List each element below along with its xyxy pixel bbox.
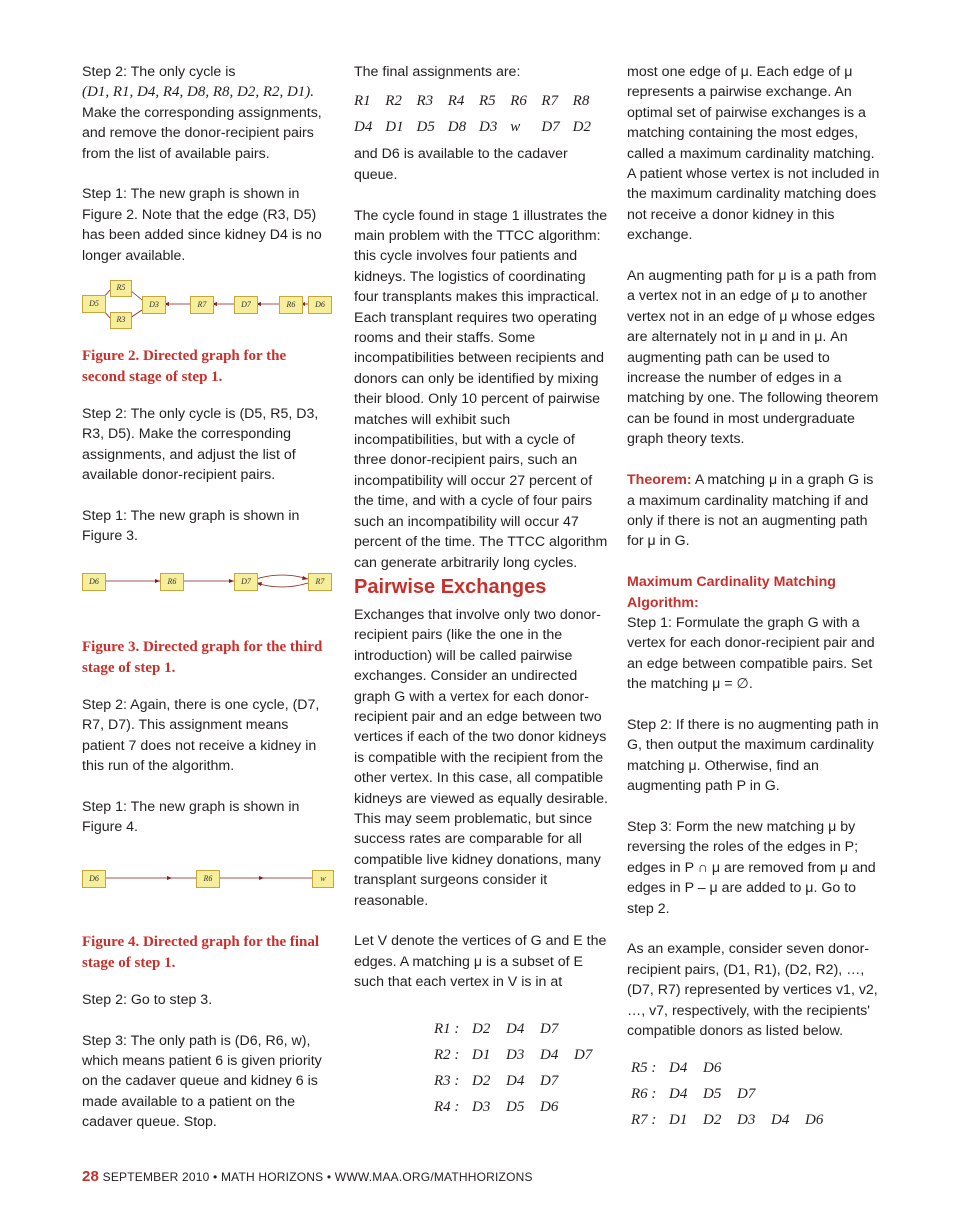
column-2 [354, 62, 610, 1121]
node-r6: R6 [160, 573, 184, 591]
compat-donor: D7 [540, 1073, 559, 1090]
step2-cycle-paragraph: Step 2: The only cycle is (D1, R1, D4, R4, D8, R8, D2, R2, D1). Make the corresponding assignments, and remove the donor-recipient pairs from the list of available pairs. [82, 64, 322, 162]
assignment-donor: D1 [385, 119, 404, 136]
compat-recipient: R4 : [434, 1099, 460, 1116]
algorithm-heading: Maximum Cardinality Matching Algorithm: [627, 574, 836, 611]
pairwise-exchanges-heading: Pairwise Exchanges [354, 575, 547, 598]
assignments-table [354, 88, 604, 140]
compat-donor: D1 [669, 1112, 688, 1129]
figure-4-caption: Figure 4. Directed graph for the final stage of step 1. [82, 933, 320, 971]
algorithm-step3: Step 3: Form the new matching μ by reversing the roles of the edges in P; edges in P ∩ μ are removed from μ and edges in P – μ are added to μ. Go to step 2. [627, 818, 876, 917]
compat-donor: D7 [574, 1047, 593, 1064]
assignment-donor: D4 [354, 119, 373, 136]
node-d7: D7 [234, 296, 258, 314]
compat-donor: D2 [703, 1112, 722, 1129]
assignment-recipient: R5 [479, 93, 496, 110]
figure-2 [82, 278, 332, 346]
figure-3 [82, 567, 332, 637]
assignment-recipient: R1 [354, 93, 371, 110]
compat-donor: D5 [506, 1099, 525, 1116]
figure-3-caption: Figure 3. Directed graph for the third stage of step 1. [82, 638, 323, 676]
compat-donor: D4 [669, 1060, 688, 1077]
column-1 [82, 62, 332, 1133]
compat-recipient: R1 : [434, 1021, 460, 1038]
step1-figure2-paragraph: Step 1: The new graph is shown in Figure 2. Note that the edge (R3, D5) has been added since kidney D4 is no longer available. [82, 186, 322, 264]
step2-third-paragraph: Step 2: Again, there is one cycle, (D7, R7, D7). This assignment means patient 7 does not receive a kidney in this run of the algorithm. [82, 696, 320, 775]
augmenting-path-paragraph: An augmenting path for μ is a path from a vertex not in an edge of μ to another vertex not in an edge of μ whose edges are alternately not in μ and in μ. An augmenting path can be used to increase the number of edges in a matching by one. The following theorem can be found in most undergraduate graph theory texts. [627, 268, 879, 448]
compat-recipient: R2 : [434, 1047, 460, 1064]
compat-recipient: R7 : [631, 1112, 657, 1129]
assignment-recipient: R3 [416, 93, 434, 110]
compat-donor: D4 [540, 1047, 559, 1064]
algorithm-step2: Step 2: If there is no augmenting path in G, then output the maximum cardinality matching μ. Otherwise, find an augmenting path P in G. [627, 716, 879, 795]
compat-donor: D6 [540, 1099, 559, 1116]
step1-figure4-paragraph: Step 1: The new graph is shown in Figure 4. [82, 798, 300, 836]
compat-donor: D4 [506, 1073, 525, 1090]
node-d6: D6 [308, 296, 332, 314]
node-r6: R6 [196, 870, 220, 888]
page-number: 28 [82, 1168, 100, 1185]
compat-donor: D2 [472, 1021, 491, 1038]
node-r6: R6 [279, 296, 303, 314]
compat-donor: D7 [737, 1086, 756, 1103]
cycle-tuple: (D1, R1, D4, R4, D8, R8, D2, R2, D1). [82, 84, 315, 101]
figure-2-caption: Figure 2. Directed graph for the second stage of step 1. [82, 348, 287, 386]
assignment-recipient: R8 [572, 93, 590, 110]
assignment-donor: D7 [541, 119, 560, 136]
node-w: w [312, 870, 334, 888]
assignment-recipient: R7 [541, 93, 559, 110]
assignment-donor: D2 [572, 119, 591, 136]
matching-continued-paragraph: most one edge of μ. Each edge of μ represents a pairwise exchange. An optimal set of pairwise exchanges is a matching containing the most edges, called a maximum cardinality matching. A patient whose vertex is not included in the maximum cardinality matching does not receive a donor kidney in this exchange. [627, 64, 880, 244]
node-d6: D6 [82, 870, 106, 888]
assignment-donor: D3 [479, 119, 498, 136]
compat-donor: D3 [472, 1099, 491, 1116]
matching-definition-paragraph: Let V denote the vertices of G and E the edges. A matching μ is a subset of E such that each vertex in V is in at [354, 933, 607, 991]
example-paragraph: As an example, consider seven donor-recipient pairs, (D1, R1), (D2, R2), …, (D7, R7) represented by vertices v1, v2, …, v7, respectively, with the recipients' compatible donors as listed below. [627, 941, 878, 1039]
compat-donor: D5 [703, 1086, 722, 1103]
node-r3: R3 [110, 312, 132, 329]
ttcc-cycle-paragraph: The cycle found in stage 1 illustrates the main problem with the TTCC algorithm: this cycle involves four patients and kidneys. The logistics of coordinating four transplants makes this impractical. Each transplant requires two operating rooms and their staffs. Some incompatibilities between recipients and donors can only be identified by mixing their blood. Only 10 percent of pairwise matches will exhibit such incompatibilities, but with a cycle of three donor-recipient pairs, such an incompatibility will occur 27 percent of the time, and with a cycle of four pairs such an incompatibility will occur 47 percent of the time. The TTCC algorithm can generate arbitrarily long cycles. [354, 207, 608, 571]
node-d5: D5 [82, 295, 106, 313]
compat-table-2 [631, 1055, 839, 1133]
compat-donor: D3 [506, 1047, 525, 1064]
compat-recipient: R6 : [631, 1086, 657, 1103]
node-d3: D3 [142, 296, 166, 314]
compat-donor: D4 [506, 1021, 525, 1038]
assignment-donor: w [510, 119, 521, 136]
compat-donor: D1 [472, 1047, 491, 1064]
assignment-recipient: R2 [385, 93, 402, 110]
assignment-recipient: R4 [447, 93, 465, 110]
compat-table-1 [434, 1017, 608, 1121]
assignments-after: and D6 is available to the cadaver queue. [354, 146, 568, 183]
assignment-donor: D8 [447, 119, 467, 136]
node-d7: D7 [234, 573, 258, 591]
footer-text: SEPTEMBER 2010 • MATH HORIZONS • WWW.MAA.ORG/MATHHORIZONS [102, 1170, 533, 1184]
theorem-label: Theorem: [627, 472, 692, 489]
node-r7: R7 [190, 296, 214, 314]
compat-donor: D7 [540, 1021, 559, 1038]
compat-donor: D6 [703, 1060, 722, 1077]
column-3 [627, 62, 883, 1133]
algorithm-step1: Step 1: Formulate the graph G with a vertex for each donor-recipient pair and an edge between compatible pairs. Set the matching μ = ∅. [627, 614, 875, 693]
step3-path-paragraph: Step 3: The only path is (D6, R6, w), which means patient 6 is given priority on the cadaver queue and kidney 6 is made available to a patient on the cadaver queue. Stop. [82, 1032, 322, 1131]
compat-recipient: R3 : [434, 1073, 460, 1090]
compat-donor: D4 [771, 1112, 790, 1129]
step2-go-paragraph: Step 2: Go to step 3. [82, 991, 213, 1008]
step1-figure3-paragraph: Step 1: The new graph is shown in Figure 3. [82, 508, 300, 545]
compat-donor: D2 [472, 1073, 491, 1090]
compat-donor: D3 [737, 1112, 756, 1129]
assignment-donor: D5 [416, 119, 435, 136]
step2-second-paragraph: Step 2: The only cycle is (D5, R5, D3, R3, D5). Make the corresponding assignments, and adjust the list of available donor-recipient pairs. [82, 406, 319, 484]
node-r5: R5 [110, 280, 132, 297]
pairwise-paragraph: Exchanges that involve only two donor-recipient pairs (like the one in the introduction) will be called pairwise exchanges. Consider an undirected graph G with a vertex for each donor-recipient pair and an edge between two vertices if each of the two donor kidneys is compatible with the recipient from the other vertex. In this case, all compatible kidneys are viewed as equally desirable. This may seem problematic, but since success rates are comparable for all compatible live kidney donations, many transplant surgeons consider it reasonable. [354, 606, 608, 909]
compat-recipient: R5 : [631, 1060, 657, 1077]
compat-donor: D4 [669, 1086, 688, 1103]
node-r7: R7 [308, 573, 332, 591]
final-assignments-intro: The final assignments are: [354, 64, 521, 80]
compat-donor: D6 [805, 1112, 824, 1129]
node-d6: D6 [82, 573, 106, 591]
figure-4 [82, 862, 332, 932]
assignment-recipient: R6 [510, 93, 527, 110]
theorem-paragraph: Theorem: A matching μ in a graph G is a maximum cardinality matching if and only if there is not an augmenting path for μ in G. [627, 472, 874, 550]
page-footer [82, 1168, 533, 1185]
